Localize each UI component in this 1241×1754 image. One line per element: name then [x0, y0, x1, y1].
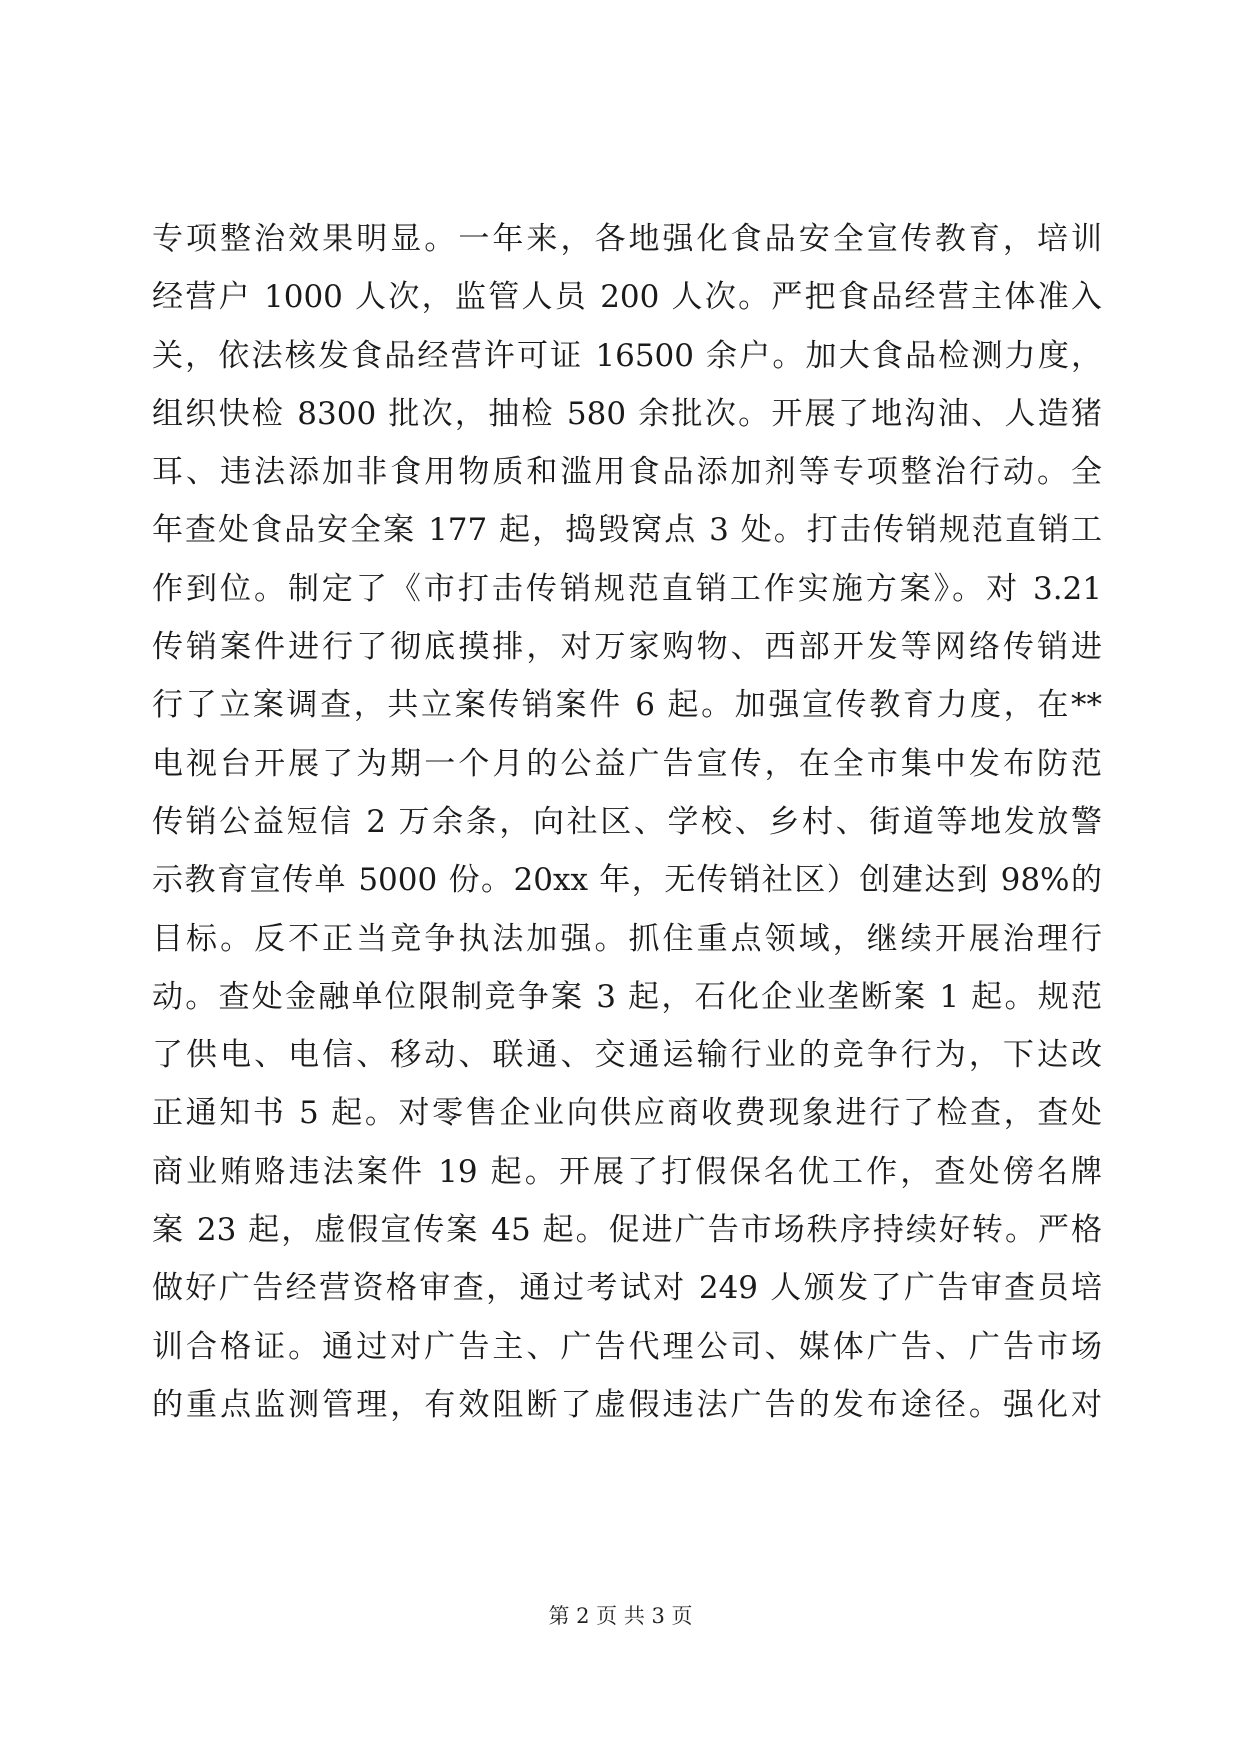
text-line: 示教育宣传单 5000 份。20xx 年，无传销社区）创建达到 98%的	[152, 862, 1102, 899]
text-line: 组织快检 8300 批次，抽检 580 余批次。开展了地沟油、人造猪	[152, 395, 1102, 432]
text-line: 做好广告经营资格审查，通过考试对 249 人颁发了广告审查员培	[152, 1270, 1102, 1307]
text-line: 目标。反不正当竞争执法加强。抓住重点领域，继续开展治理行	[152, 920, 1102, 957]
text-line: 关，依法核发食品经营许可证 16500 余户。加大食品检测力度，	[152, 337, 1102, 374]
text-line: 案 23 起，虚假宣传案 45 起。促进广告市场秩序持续好转。严格	[152, 1212, 1102, 1249]
text-line: 经营户 1000 人次，监管人员 200 人次。严把食品经营主体准入	[152, 279, 1102, 316]
text-line: 电视台开展了为期一个月的公益广告宣传，在全市集中发布防范	[152, 745, 1102, 782]
text-line: 行了立案调查，共立案传销案件 6 起。加强宣传教育力度，在**	[152, 687, 1102, 724]
text-line: 动。查处金融单位限制竞争案 3 起，石化企业垄断案 1 起。规范	[152, 978, 1102, 1015]
text-line: 传销案件进行了彻底摸排，对万家购物、西部开发等网络传销进	[152, 629, 1102, 666]
text-line: 的重点监测管理，有效阻断了虚假违法广告的发布途径。强化对	[152, 1386, 1102, 1423]
text-line: 正通知书 5 起。对零售企业向供应商收费现象进行了检查，查处	[152, 1095, 1102, 1132]
text-line: 专项整治效果明显。一年来，各地强化食品安全宣传教育，培训	[152, 221, 1102, 257]
body-text	[152, 210, 1102, 1434]
text-line: 作到位。制定了《市打击传销规范直销工作实施方案》。对 3.21	[152, 570, 1102, 607]
text-line: 耳、违法添加非食用物质和滥用食品添加剂等专项整治行动。全	[152, 454, 1102, 491]
text-line: 商业贿赂违法案件 19 起。开展了打假保名优工作，查处傍名牌	[152, 1153, 1102, 1190]
page-number-label: 第 2 页 共 3 页	[548, 1604, 693, 1628]
page-footer	[0, 1601, 1241, 1631]
text-line: 了供电、电信、移动、联通、交通运输行业的竞争行为，下达改	[152, 1037, 1102, 1074]
text-line: 传销公益短信 2 万余条，向社区、学校、乡村、街道等地发放警	[152, 803, 1102, 840]
text-line: 年查处食品安全案 177 起，捣毁窝点 3 处。打击传销规范直销工	[152, 512, 1102, 549]
text-line: 训合格证。通过对广告主、广告代理公司、媒体广告、广告市场	[152, 1328, 1102, 1365]
